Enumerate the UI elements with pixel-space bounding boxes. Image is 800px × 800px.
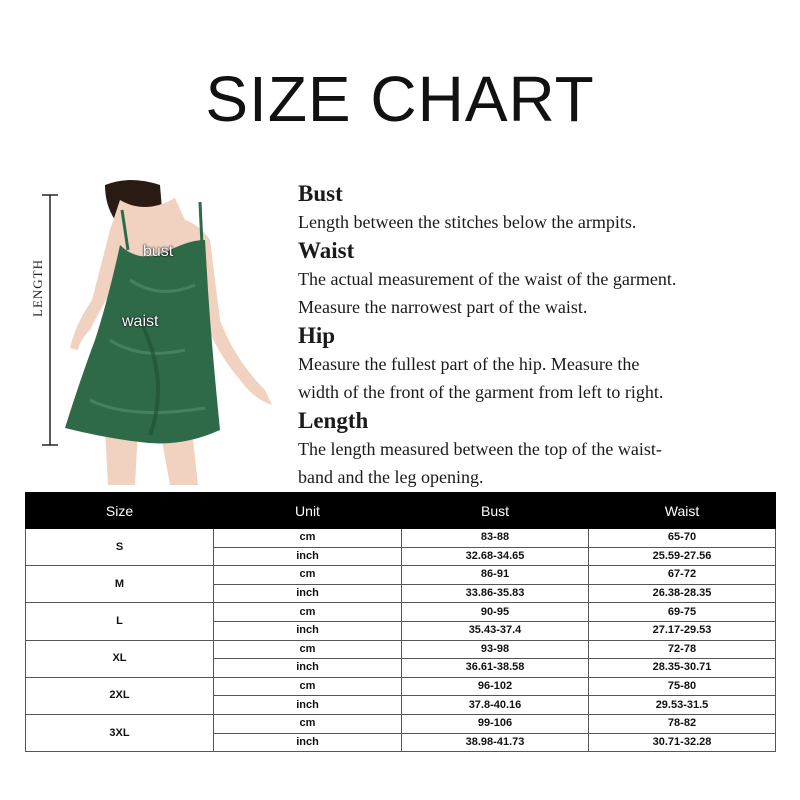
- waist-cell: 28.35-30.71: [589, 659, 776, 678]
- unit-cell: inch: [214, 621, 402, 640]
- waist-cell: 75-80: [589, 677, 776, 696]
- length-heading: Length: [298, 407, 369, 433]
- table-row: [26, 603, 776, 622]
- table-row: [26, 677, 776, 696]
- table-row: [26, 529, 776, 548]
- bust-cell: 93-98: [402, 640, 589, 659]
- size-cell: 3XL: [26, 714, 214, 751]
- unit-cell: inch: [214, 733, 402, 752]
- waist-cell: 25.59-27.56: [589, 547, 776, 566]
- unit-cell: cm: [214, 640, 402, 659]
- size-table: [25, 492, 776, 752]
- measurement-descriptions: [298, 180, 793, 492]
- unit-cell: inch: [214, 547, 402, 566]
- bust-cell: 36.61-38.58: [402, 659, 589, 678]
- bust-line-1: Length between the stitches below the armpits.: [298, 212, 637, 232]
- length-line-1: The length measured between the top of the waist-: [298, 438, 662, 459]
- waist-heading: Waist: [298, 237, 355, 263]
- table-row: [26, 566, 776, 585]
- waist-line-1: The actual measurement of the waist of the garment.: [298, 268, 677, 289]
- header-size: Size: [26, 493, 214, 529]
- model-illustration: [20, 180, 300, 485]
- unit-cell: inch: [214, 584, 402, 603]
- waist-cell: 72-78: [589, 640, 776, 659]
- waist-cell: 69-75: [589, 603, 776, 622]
- size-cell: S: [26, 529, 214, 566]
- bust-cell: 90-95: [402, 603, 589, 622]
- size-cell: XL: [26, 640, 214, 677]
- hip-line-1: Measure the fullest part of the hip. Measure the: [298, 353, 640, 374]
- unit-cell: cm: [214, 603, 402, 622]
- waist-cell: 26.38-28.35: [589, 584, 776, 603]
- waist-cell: 27.17-29.53: [589, 621, 776, 640]
- bust-cell: 83-88: [402, 529, 589, 548]
- bust-cell: 99-106: [402, 714, 589, 733]
- unit-cell: cm: [214, 714, 402, 733]
- bust-cell: 33.86-35.83: [402, 584, 589, 603]
- size-cell: 2XL: [26, 677, 214, 714]
- page-title: SIZE CHART: [205, 63, 595, 135]
- waist-line-2: Measure the narrowest part of the waist.: [298, 297, 588, 317]
- header-unit: Unit: [214, 493, 402, 529]
- waist-cell: 67-72: [589, 566, 776, 585]
- hip-heading: Hip: [298, 322, 336, 348]
- bust-label: bust: [143, 243, 174, 260]
- waist-cell: 29.53-31.5: [589, 696, 776, 715]
- table-row: [26, 640, 776, 659]
- bust-heading: Bust: [298, 181, 343, 206]
- bust-cell: 96-102: [402, 677, 589, 696]
- unit-cell: inch: [214, 659, 402, 678]
- bust-cell: 38.98-41.73: [402, 733, 589, 752]
- model-figure: [20, 180, 300, 485]
- header-bust: Bust: [402, 493, 589, 529]
- unit-cell: cm: [214, 529, 402, 548]
- waist-cell: 78-82: [589, 714, 776, 733]
- length-label: LENGTH: [30, 259, 45, 317]
- waist-label: waist: [122, 313, 159, 330]
- bust-cell: 32.68-34.65: [402, 547, 589, 566]
- bust-cell: 35.43-37.4: [402, 621, 589, 640]
- size-cell: L: [26, 603, 214, 640]
- unit-cell: inch: [214, 696, 402, 715]
- length-line-2: band and the leg opening.: [298, 467, 484, 487]
- waist-cell: 30.71-32.28: [589, 733, 776, 752]
- size-cell: M: [26, 566, 214, 603]
- unit-cell: cm: [214, 677, 402, 696]
- unit-cell: cm: [214, 566, 402, 585]
- bust-cell: 37.8-40.16: [402, 696, 589, 715]
- table-row: [26, 714, 776, 733]
- header-waist: Waist: [589, 493, 776, 529]
- right-strap: [200, 202, 202, 245]
- table-header-row: [26, 493, 776, 529]
- waist-cell: 65-70: [589, 529, 776, 548]
- bust-cell: 86-91: [402, 566, 589, 585]
- hip-line-2: width of the front of the garment from left to right.: [298, 382, 664, 402]
